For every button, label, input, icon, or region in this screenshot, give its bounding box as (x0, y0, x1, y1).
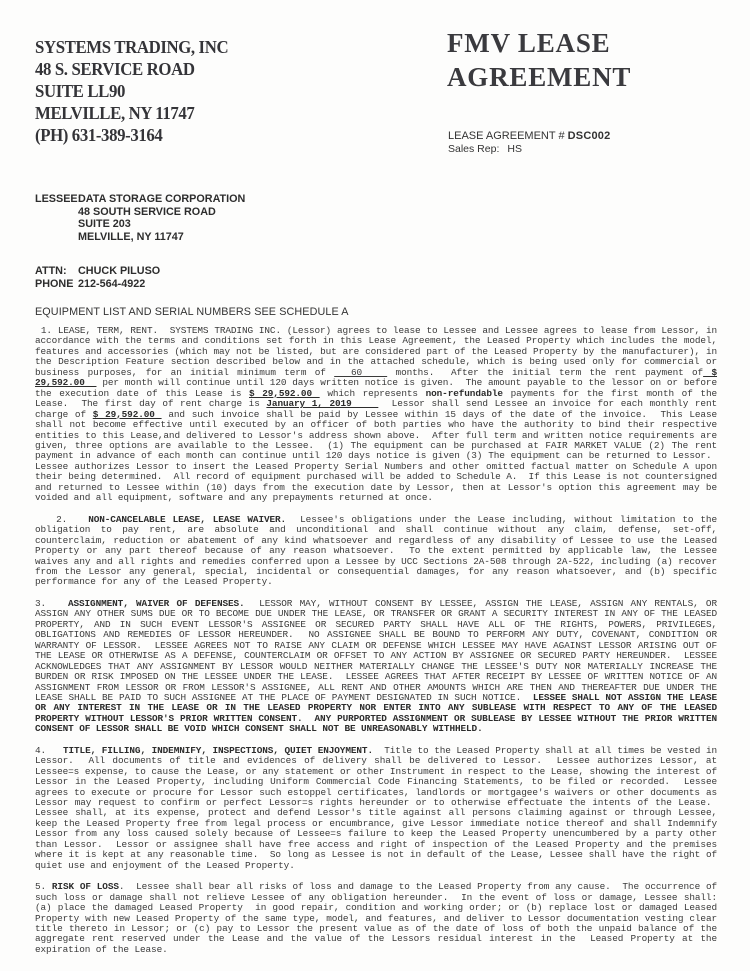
lessee-block (35, 193, 245, 243)
sales-rep-label: Sales Rep: (448, 143, 500, 155)
lessee-address-line3: MELVILLE, NY 11747 (78, 230, 184, 243)
agreement-meta (448, 130, 610, 156)
letterhead (35, 36, 228, 146)
lessee-label: LESSEE: (35, 193, 82, 205)
lease-agreement-number-label: LEASE AGREEMENT # (448, 130, 565, 142)
sales-rep-value: HS (507, 143, 522, 155)
lessee-address-row2 (35, 218, 245, 231)
phone-value: 212-564-4922 (78, 278, 146, 290)
paragraph-title-filling-indemnify: 4. TITLE, FILLING, INDEMNIFY, INSPECTIONS, QUIET ENJOYMENT. Title to the Leased Property shall at all times be vested in Lessor. All documents of title and evidences of delivery shall be delivered to Lessor. Lessee authorizes Lessor, at Lessee=s expense, to cause the Lease, or any statement or other Instrument in respect to the Lease, showing the interest of Lessor in the Leased Property, including Uniform Commercial Code Financing Statements, to be filed or recorded. Lessee agrees to execute or procure for Lessor such estoppel certificates, landlords or mortgagee's waivers or other documents as Lessor may request to confirm or perfect Lessor=s rights hereunder or to otherwise effectuate the intents of the Lease. Lessee shall, at its expense, protect and defend Lessor's title against all persons claiming against or through Lessee, keep the Leased Property free from legal process or encumbrance, give Lessor immediate notice thereof and shall Indemnify Lessor from any loss caused solely because of Lessee=s failure to keep the Leased Property unencumbered by a party other than Lessor. Lessor or assignee shall have free access and right of inspection of the Leased Property and the premises where it is kept at any reasonable time. So long as Lessee is not in default of the Lease, Lessee shall have the right of quiet use and enjoyment of the Leased Property. (35, 744, 717, 871)
lessee-name: DATA STORAGE CORPORATION (78, 193, 246, 205)
company-name: SYSTEMS TRADING, INC (35, 37, 229, 57)
lease-agreement-number-value: DSC002 (567, 130, 611, 142)
attn-row (35, 265, 160, 278)
attn-value: CHUCK PILUSO (78, 265, 161, 277)
lessee-address-line2: SUITE 203 (78, 218, 131, 231)
document-title-line1: FMV LEASE (447, 28, 611, 58)
lessee-address-line1: 48 SOUTH SERVICE ROAD (78, 205, 216, 218)
contact-block (35, 265, 160, 291)
paragraph-lease-term-rent: 1. LEASE, TERM, RENT. SYSTEMS TRADING INC. (Lessor) agrees to lease to Lessee and Lessee agrees to lease from Lessor, in accordance with the terms and conditions set forth in this Lease Agreement, the Leased Property which includes the model, features and accessories (which may not be listed, but are considered part of the Leased Property by the manufacturer), in the Description Feature section described below and in the attached schedule, which is being used only for commercial or business purposes, for an initial minimum term of 60 months. After the initial term the rent payment of $ 29,592.00 per month will continue until 120 days written notice is given. The amount payable to the lessor on or before the execution date of this Lease is $ 29,592.00 which represents non-refundable payments for the first month of the Lease. The first day of rent charge is January 1, 2019 Lessor shall send Lessee an invoice for each monthly rent charge of $ 29,592.00 and such invoice shall be paid by Lessee within 15 days of the date of the invoice. This Lease shall not become effective until executed by an officer of both parties who have the authority to bind their respective entities to this Lease,and delivered to Lessor's address shown above. After full term and written notice requirements are given, three options are available to the Lessee. (1) The equipment can be purchased at FAIR MARKET VALUE (2) The rent payment in advance of each month can continue until 120 days notice is given (3) The equipment can be returned to Lessor. Lessee authorizes Lessor to insert the Leased Property Serial Numbers and other omitted factual matter on Schedule A upon their being determined. All record of equipment purchased will be added to Schedule A. If this Lease is not countersigned and returned to Lessee within (10) days from the execution date by Lessor, then at Lessor's option this agreement may be voided and all equipment, software and any prepayments returned at once. (35, 325, 718, 504)
document-title-line2: AGREEMENT (447, 62, 632, 92)
company-address-line3: MELVILLE, NY 11747 (35, 103, 195, 123)
phone-label: PHONE (35, 278, 74, 290)
paragraph-assignment-waiver-of-defenses: 3. ASSIGNMENT, WAIVER OF DEFENSES. LESSOR MAY, WITHOUT CONSENT BY LESSEE, ASSIGN THE LEASE, ASSIGN ANY RENTALS, OR ASSIGN ANY OTHER SUMS DUE OR TO BECOME DUE UNDER THE LEASE, OR TRANSFER OR GRANT A SECURITY INTEREST IN ANY OF THE LEASED PROPERTY, AND IN SUCH EVENT LESSOR'S ASSIGNEE OR SECURED PARTY SHALL HAVE ALL OF THE RIGHTS, POWERS, PRIVILEGES, OBLIGATIONS AND REMEDIES OF LESSOR HEREUNDER. NO ASSIGNEE SHALL BE BOUND TO PERFORM ANY DUTY, COVENANT, CONDITION OR WARRANTY OF LESSOR. LESSEE AGREES NOT TO RAISE ANY CLAIM OR DEFENSE WHICH LESSEE MAY HAVE AGAINST LESSOR ARISING OUT OF THE LEASE OR OTHERWISE AS A DEFENSE, COUNTERCLAIM OR OFFSET TO ANY ACTION BY ASSIGNEE OR SECURED PARTY HEREUNDER. LESSEE ACKNOWLEDGES THAT ANY ASSIGNMENT BY LESSOR WOULD NEITHER MATERIALLY CHANGE THE LESSEE'S DUTY NOR MATERIALLY INCREASE THE BURDEN OR RISK IMPOSED ON THE LESSEE UNDER THE LEASE. LESSEE AGREES THAT AFTER RECEIPT BY LESSEE OF WRITTEN NOTICE OF AN ASSIGNMENT FROM LESSOR OR FROM LESSOR'S ASSIGNEE, ALL RENT AND OTHER AMOUNTS WHICH ARE THEN AND THEREAFTER DUE UNDER THE LEASE SHALL BE PAID TO SUCH ASSIGNEE AT THE PLACE OF PAYMENT DESIGNATED IN SUCH NOTICE. LESSEE SHALL NOT ASSIGN THE LEASE OR ANY INTEREST IN THE LEASE OR IN THE LEASED PROPERTY NOR ENTER INTO ANY SUBLEASE WITH RESPECT TO ANY OF THE LEASED PROPERTY WITHOUT LESSOR'S PRIOR WRITTEN CONSENT. ANY PURPORTED ASSIGNMENT OR SUBLEASE BY LESSEE WITHOUT THE PRIOR WRITTEN CONSENT OF LESSOR SHALL BE VOID WHICH CONSENT SHALL NOT BE UNREASONABLY WITHHELD. (35, 597, 717, 735)
company-address-line2: SUITE LL90 (35, 81, 125, 101)
lease-body-text (35, 326, 717, 966)
document-title (447, 26, 631, 94)
lease-agreement-number-row (448, 130, 610, 143)
company-phone: (PH) 631-389-3164 (35, 125, 163, 145)
lessee-address-row1 (35, 206, 245, 219)
sales-rep-row (448, 143, 610, 156)
paragraph-risk-of-loss: 5. RISK OF LOSS. Lessee shall bear all risks of loss and damage to the Leased Property from any cause. The occurrence of such loss or damage shall not relieve Lessee of any obligation hereunder. In the event of loss or damage, Lessee shall: (a) place the damaged Leased Property in good repair, condition and working order; or (b) replace lost or damaged Leased Property with new Leased Property of the same type, model, and features, and deliver to Lessor documentation vesting clear title thereto in Lessor; or (c) pay to Lessor the present value as of the date of loss of both the unpaid balance of the aggregate rent reserved under the Lease and the value of the Lessors residual interest in the Leased Property at the expiration of the Lease. (35, 881, 717, 955)
lessee-name-row (35, 193, 245, 206)
equipment-note: EQUIPMENT LIST AND SERIAL NUMBERS SEE SCHEDULE A (35, 306, 349, 318)
attn-label: ATTN: (35, 265, 67, 277)
paragraph-non-cancelable-lease: 2. NON-CANCELABLE LEASE, LEASE WAIVER. Lessee's obligations under the Lease including, without limitation to the obligation to pay rent, are absolute and unconditional and shall continue without any claim, defense, set-off, counterclaim, reduction or abatement of any kind whatsoever and regardless of any disability of Lessee to use the Leased Property or any part thereof because of any reason whatsoever. To the extent permitted by applicable law, the Lessee waives any and all rights and remedies conferred upon a Lessee by UCC Sections 2A-508 through 2A-522, including (a) recover from the Lessor any general, special, incidental or consequential damages, for any reason whatsoever, and (b) specific performance for any of the Leased Property. (35, 513, 717, 588)
lessee-address-row3 (35, 231, 245, 244)
company-address-line1: 48 S. SERVICE ROAD (35, 59, 195, 79)
phone-row (35, 278, 160, 291)
